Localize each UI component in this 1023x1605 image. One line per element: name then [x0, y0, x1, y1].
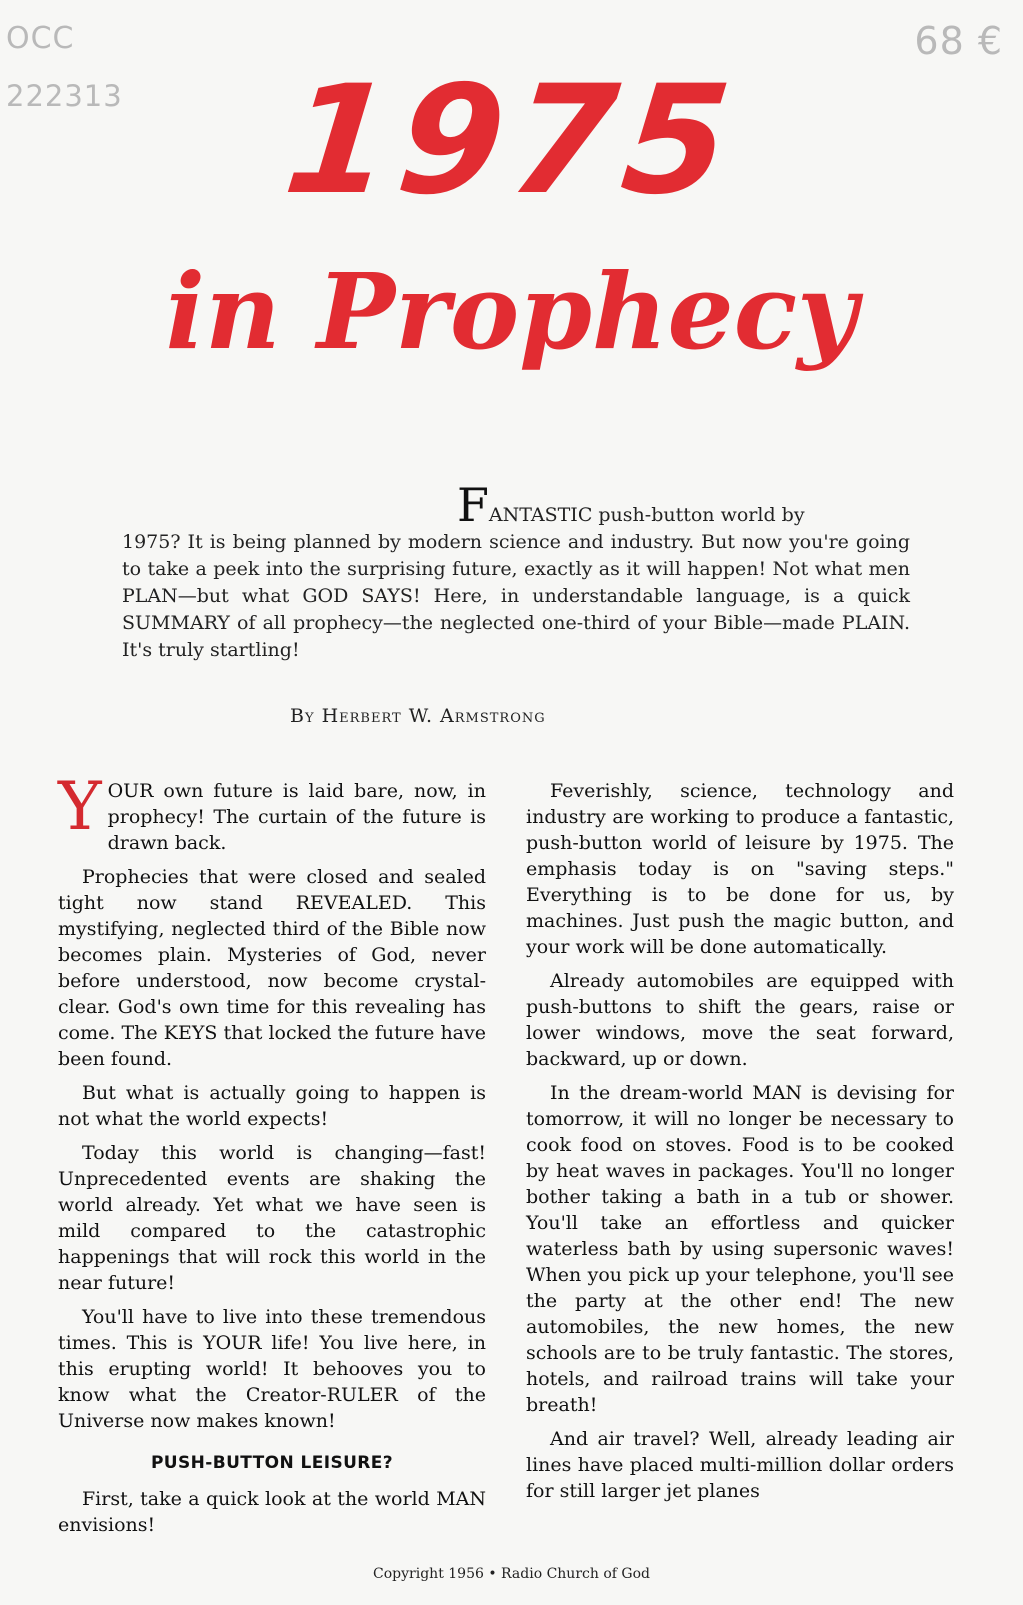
left-paragraph-4: Today this world is changing—fast! Unprecedented events are shaking the world already. Yet what we have seen is mild compared to the catastrophic happenings that will rock this world in the near future! — [58, 1142, 486, 1294]
section-subhead: PUSH-BUTTON LEISURE? — [150, 1453, 394, 1473]
left-paragraph-3: But what is actually going to happen is not what the world expects! — [58, 1082, 486, 1130]
intro-body-text: 1975? It is being planned by modern science and industry. But now you're going to take a peek into the surprising future, exactly as it will happen! Not what men PLAN—but what GOD SAYS! Here, in understandable language, is a quick SUMMARY of all prophecy—the neglected one-third of your Bible—made PLAIN. It's truly startling! — [122, 531, 910, 661]
intro-first-line — [457, 478, 910, 532]
title-subtitle: in Prophecy — [165, 250, 858, 373]
left-paragraph-1-text: OUR own future is laid bare, now, in prophecy! The curtain of the future is drawn back. — [107, 780, 486, 854]
title-year: 1975 — [277, 54, 746, 228]
left-paragraph-1 — [58, 768, 486, 856]
author-byline: By Herbert W. Armstrong — [290, 705, 546, 727]
copyright-footer: Copyright 1956 • Radio Church of God — [373, 1566, 650, 1582]
left-paragraph-5: You'll have to live into these tremendous times. This is YOUR life! You live here, in this erupting world! It behooves you to know what the Creator-RULER of the Universe now makes known! — [58, 1306, 486, 1432]
right-column — [526, 778, 954, 1512]
right-paragraph-4: And air travel? Well, already leading air lines have placed multi-million dollar orders for still larger jet planes — [526, 1428, 954, 1502]
left-column — [58, 768, 486, 1546]
left-paragraph-6: First, take a quick look at the world MAN envisions! — [58, 1488, 486, 1536]
intro-first-line-text: ANTASTIC push-button world by — [488, 504, 805, 526]
pencil-note-price: 68 € — [914, 19, 1003, 63]
right-paragraph-3: In the dream-world MAN is devising for tomorrow, it will no longer be necessary to cook food on stoves. Food is to be cooked by heat waves in packages. You'll no longer bother taking a bath in a tub or shower. You'll take an effortless and quicker waterless bath by using supersonic waves! When you pick up your telephone, you'll see the party at the other end! The new automobiles, the new homes, the new schools are to be truly fantastic. The stores, hotels, and railroad trains will take your breath! — [526, 1082, 954, 1416]
left-paragraph-2: Prophecies that were closed and sealed tight now stand REVEALED. This mystifying, neglected third of the Bible now becomes plain. Mysteries of God, never before understood, now become crystal-clear. God's own time for this revealing has come. The KEYS that locked the future have been found. — [58, 866, 486, 1070]
pencil-note-number: 222313 — [6, 79, 123, 113]
intro-drop-cap: F — [457, 478, 489, 532]
right-paragraph-1: Feverishly, science, technology and industry are working to produce a fantastic, push-button world of leisure by 1975. The emphasis today is on "saving steps." Everything is to be done for us, by machines. Just push the magic button, and your work will be done automatically. — [526, 780, 954, 958]
left-drop-cap: Y — [58, 768, 102, 845]
pencil-note-code: OCC — [6, 21, 75, 56]
right-paragraph-2: Already automobiles are equipped with push-buttons to shift the gears, raise or lower windows, move the seat forward, backward, up or down. — [526, 970, 954, 1070]
intro-paragraph — [122, 478, 910, 664]
